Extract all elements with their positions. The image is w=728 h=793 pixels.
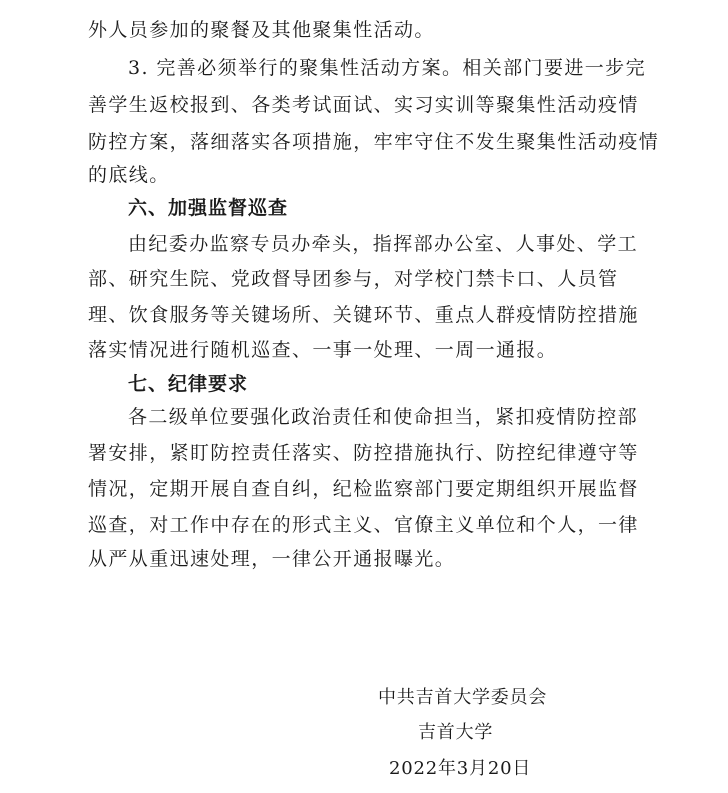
section-heading-supervision: 六、加强监督巡查 — [128, 197, 289, 219]
paragraph-line: 理、饮食服务等关键场所、关键环节、重点人群疫情防控措施 — [88, 304, 639, 326]
signature-university: 吉首大学 — [418, 722, 494, 743]
paragraph-line: 部、研究生院、党政督导团参与，对学校门禁卡口、人员管 — [88, 268, 619, 290]
paragraph-line: 防控方案，落细落实各项措施，牢牢守住不发生聚集性活动疫情 — [88, 131, 660, 153]
paragraph-line: 各二级单位要强化政治责任和使命担当，紧扣疫情防控部 — [128, 406, 639, 428]
signature-date: 2022年3月20日 — [389, 758, 532, 779]
signature-party-committee: 中共吉首大学委员会 — [378, 687, 548, 708]
paragraph-line: 的底线。 — [88, 164, 170, 186]
paragraph-line: 巡查，对工作中存在的形式主义、官僚主义单位和个人，一律 — [88, 514, 639, 536]
paragraph-line: 由纪委办监察专员办牵头，指挥部办公室、人事处、学工 — [128, 233, 639, 255]
paragraph-line: 署安排，紧盯防控责任落实、防控措施执行、防控纪律遵守等 — [88, 442, 639, 464]
paragraph-line: 情况，定期开展自查自纠，纪检监察部门要定期组织开展监督 — [88, 478, 639, 500]
paragraph-line: 从严从重迅速处理，一律公开通报曝光。 — [88, 548, 456, 570]
paragraph-line: 善学生返校报到、各类考试面试、实习实训等聚集性活动疫情 — [88, 94, 639, 116]
paragraph-line: 外人员参加的聚餐及其他聚集性活动。 — [88, 19, 435, 41]
paragraph-line: 落实情况进行随机巡查、一事一处理、一周一通报。 — [88, 339, 558, 361]
paragraph-line: 3. 完善必须举行的聚集性活动方案。相关部门要进一步完 — [128, 57, 646, 79]
section-heading-discipline: 七、纪律要求 — [128, 373, 249, 395]
